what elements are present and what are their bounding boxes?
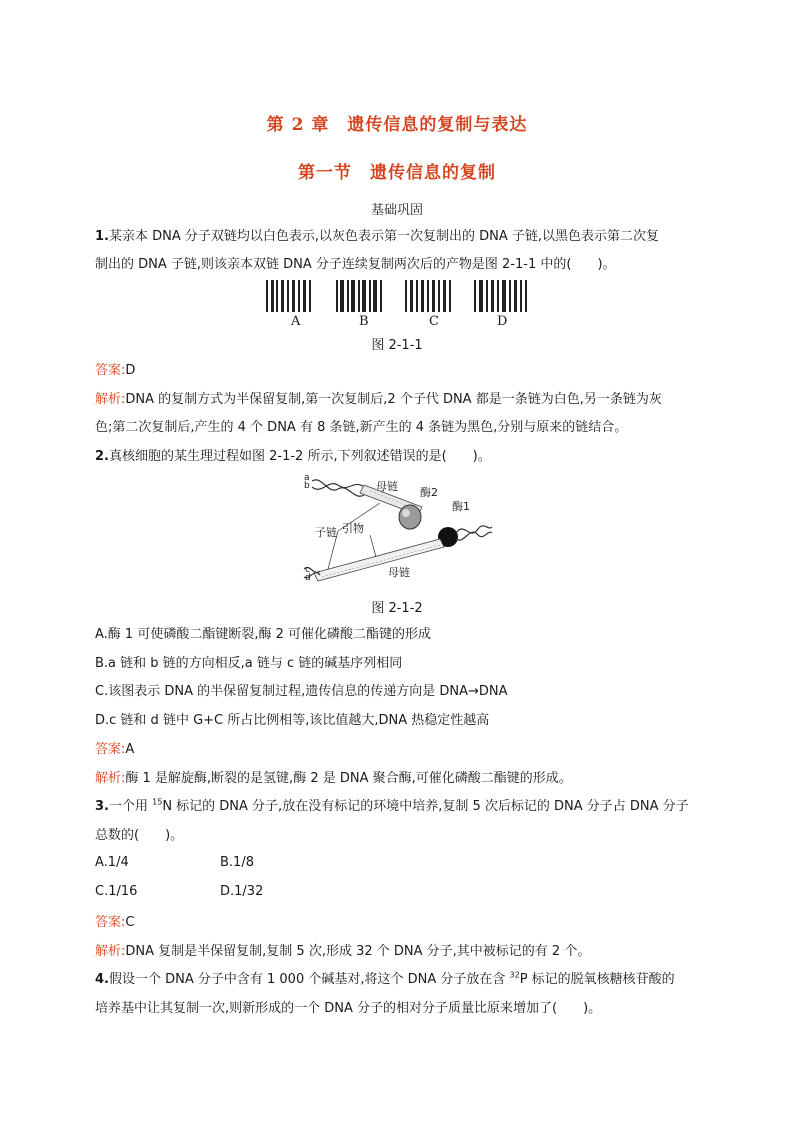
q3-option-a: A.1/4 bbox=[95, 855, 129, 870]
explain-text: DNA 复制是半保留复制,复制 5 次,形成 32 个 DNA 分子,其中被标记的有 2 个。 bbox=[125, 944, 591, 959]
answer-label: 答案: bbox=[95, 363, 126, 378]
section-title: 第一节 遗传信息的复制 bbox=[298, 163, 496, 183]
fig-label-zilian: 子链 bbox=[315, 526, 337, 539]
q3-explain bbox=[95, 942, 715, 962]
q3-text-pre: 一个用 bbox=[108, 799, 153, 814]
q4-line1 bbox=[95, 970, 715, 990]
q2-option-c: C.该图表示 DNA 的半保留复制过程,遗传信息的传递方向是 DNA→DNA bbox=[95, 684, 508, 699]
q3-answer bbox=[95, 913, 715, 933]
figure-2-1-1-caption: 图 2-1-1 bbox=[371, 338, 423, 353]
dna-diagram-a bbox=[266, 280, 311, 312]
fig-label-mei1: 酶1 bbox=[452, 500, 470, 513]
q4-superscript: 32 bbox=[509, 970, 520, 980]
q3-option-b: B.1/8 bbox=[220, 855, 254, 870]
figure-2-1-1 bbox=[262, 278, 537, 314]
q4-line2: 培养基中让其复制一次,则新形成的一个 DNA 分子的相对分子质量比原来增加了( )。 bbox=[95, 1001, 602, 1016]
q1-line2: 制出的 DNA 子链,则该亲本双链 DNA 分子连续复制两次后的产物是图 2-1-1 中的( )。 bbox=[95, 257, 616, 272]
q3-option-d: D.1/32 bbox=[220, 884, 264, 899]
q3-line1 bbox=[95, 797, 715, 817]
explain-label: 解析: bbox=[95, 771, 126, 786]
fig-label-a: a bbox=[304, 473, 310, 483]
fig-label-c: c bbox=[305, 565, 310, 575]
answer-value: C bbox=[125, 915, 135, 930]
fig-label-mei2: 酶2 bbox=[420, 486, 438, 499]
explain-label: 解析: bbox=[95, 944, 126, 959]
label-c: C bbox=[429, 314, 439, 329]
fig-label-yinwu: 引物 bbox=[342, 522, 364, 535]
q3-number: 3. bbox=[95, 799, 109, 814]
answer-label: 答案: bbox=[95, 915, 126, 930]
subheading: 基础巩固 bbox=[370, 203, 423, 218]
answer-value: D bbox=[125, 363, 136, 378]
q2-explain bbox=[95, 769, 715, 789]
q2-option-d: D.c 链和 d 链中 G+C 所占比例相等,该比值越大,DNA 热稳定性越高 bbox=[95, 713, 490, 728]
fig-label-b: b bbox=[304, 481, 310, 491]
fig-label-mulian-bottom: 母链 bbox=[388, 566, 410, 579]
answer-value: A bbox=[125, 742, 135, 757]
explain-label: 解析: bbox=[95, 392, 126, 407]
q2-option-b: B.a 链和 b 链的方向相反,a 链与 c 链的碱基序列相同 bbox=[95, 656, 403, 671]
q2-text: 真核细胞的某生理过程如图 2-1-2 所示,下列叙述错误的是( )。 bbox=[108, 449, 491, 464]
fig-label-mulian-top: 母链 bbox=[376, 480, 398, 493]
explain-text: DNA 的复制方式为半保留复制,第一次复制后,2 个子代 DNA 都是一条链为白色,另一条链为灰 bbox=[125, 392, 662, 407]
q1-explain-line1 bbox=[95, 390, 715, 410]
q1-number: 1. bbox=[95, 229, 109, 244]
q2-line bbox=[95, 447, 715, 467]
q3-line2: 总数的( )。 bbox=[95, 828, 184, 843]
answer-label: 答案: bbox=[95, 742, 126, 757]
q3-superscript: 15 bbox=[152, 797, 163, 807]
q3-option-c: C.1/16 bbox=[95, 884, 138, 899]
chapter-title: 第 2 章 遗传信息的复制与表达 bbox=[266, 115, 528, 135]
dna-diagram-d bbox=[474, 280, 527, 312]
q1-line1 bbox=[95, 227, 715, 247]
explain-text: 酶 1 是解旋酶,断裂的是氢键,酶 2 是 DNA 聚合酶,可催化磷酸二酯键的形成。 bbox=[125, 771, 572, 786]
label-b: B bbox=[359, 314, 369, 329]
dna-diagram-c bbox=[405, 280, 451, 312]
q2-number: 2. bbox=[95, 449, 109, 464]
q2-answer bbox=[95, 740, 715, 760]
q3-text-post: N 标记的 DNA 分子,放在没有标记的环境中培养,复制 5 次后标记的 DNA 分子占 DNA 分子 bbox=[162, 799, 689, 814]
q1-answer bbox=[95, 361, 715, 381]
label-d: D bbox=[497, 314, 508, 329]
figure-2-1-2-caption: 图 2-1-2 bbox=[371, 601, 423, 616]
fig-label-d: d bbox=[305, 573, 311, 583]
label-a: A bbox=[291, 314, 301, 329]
q1-text-1: 某亲本 DNA 分子双链均以白色表示,以灰色表示第一次复制出的 DNA 子链,以黑色表示第二次复 bbox=[108, 229, 660, 244]
q1-explain-line2: 色;第二次复制后,产生的 4 个 DNA 有 8 条链,新产生的 4 条链为黑色,分别与原来的链结合。 bbox=[95, 420, 628, 435]
q4-number: 4. bbox=[95, 972, 109, 987]
dna-diagram-b bbox=[336, 280, 382, 312]
q4-text-post: P 标记的脱氧核糖核苷酸的 bbox=[519, 972, 675, 987]
q2-option-a: A.酶 1 可使磷酸二酯键断裂,酶 2 可催化磷酸二酯键的形成 bbox=[95, 627, 432, 642]
q4-text-pre: 假设一个 DNA 分子中含有 1 000 个碱基对,将这个 DNA 分子放在含 bbox=[108, 972, 510, 987]
